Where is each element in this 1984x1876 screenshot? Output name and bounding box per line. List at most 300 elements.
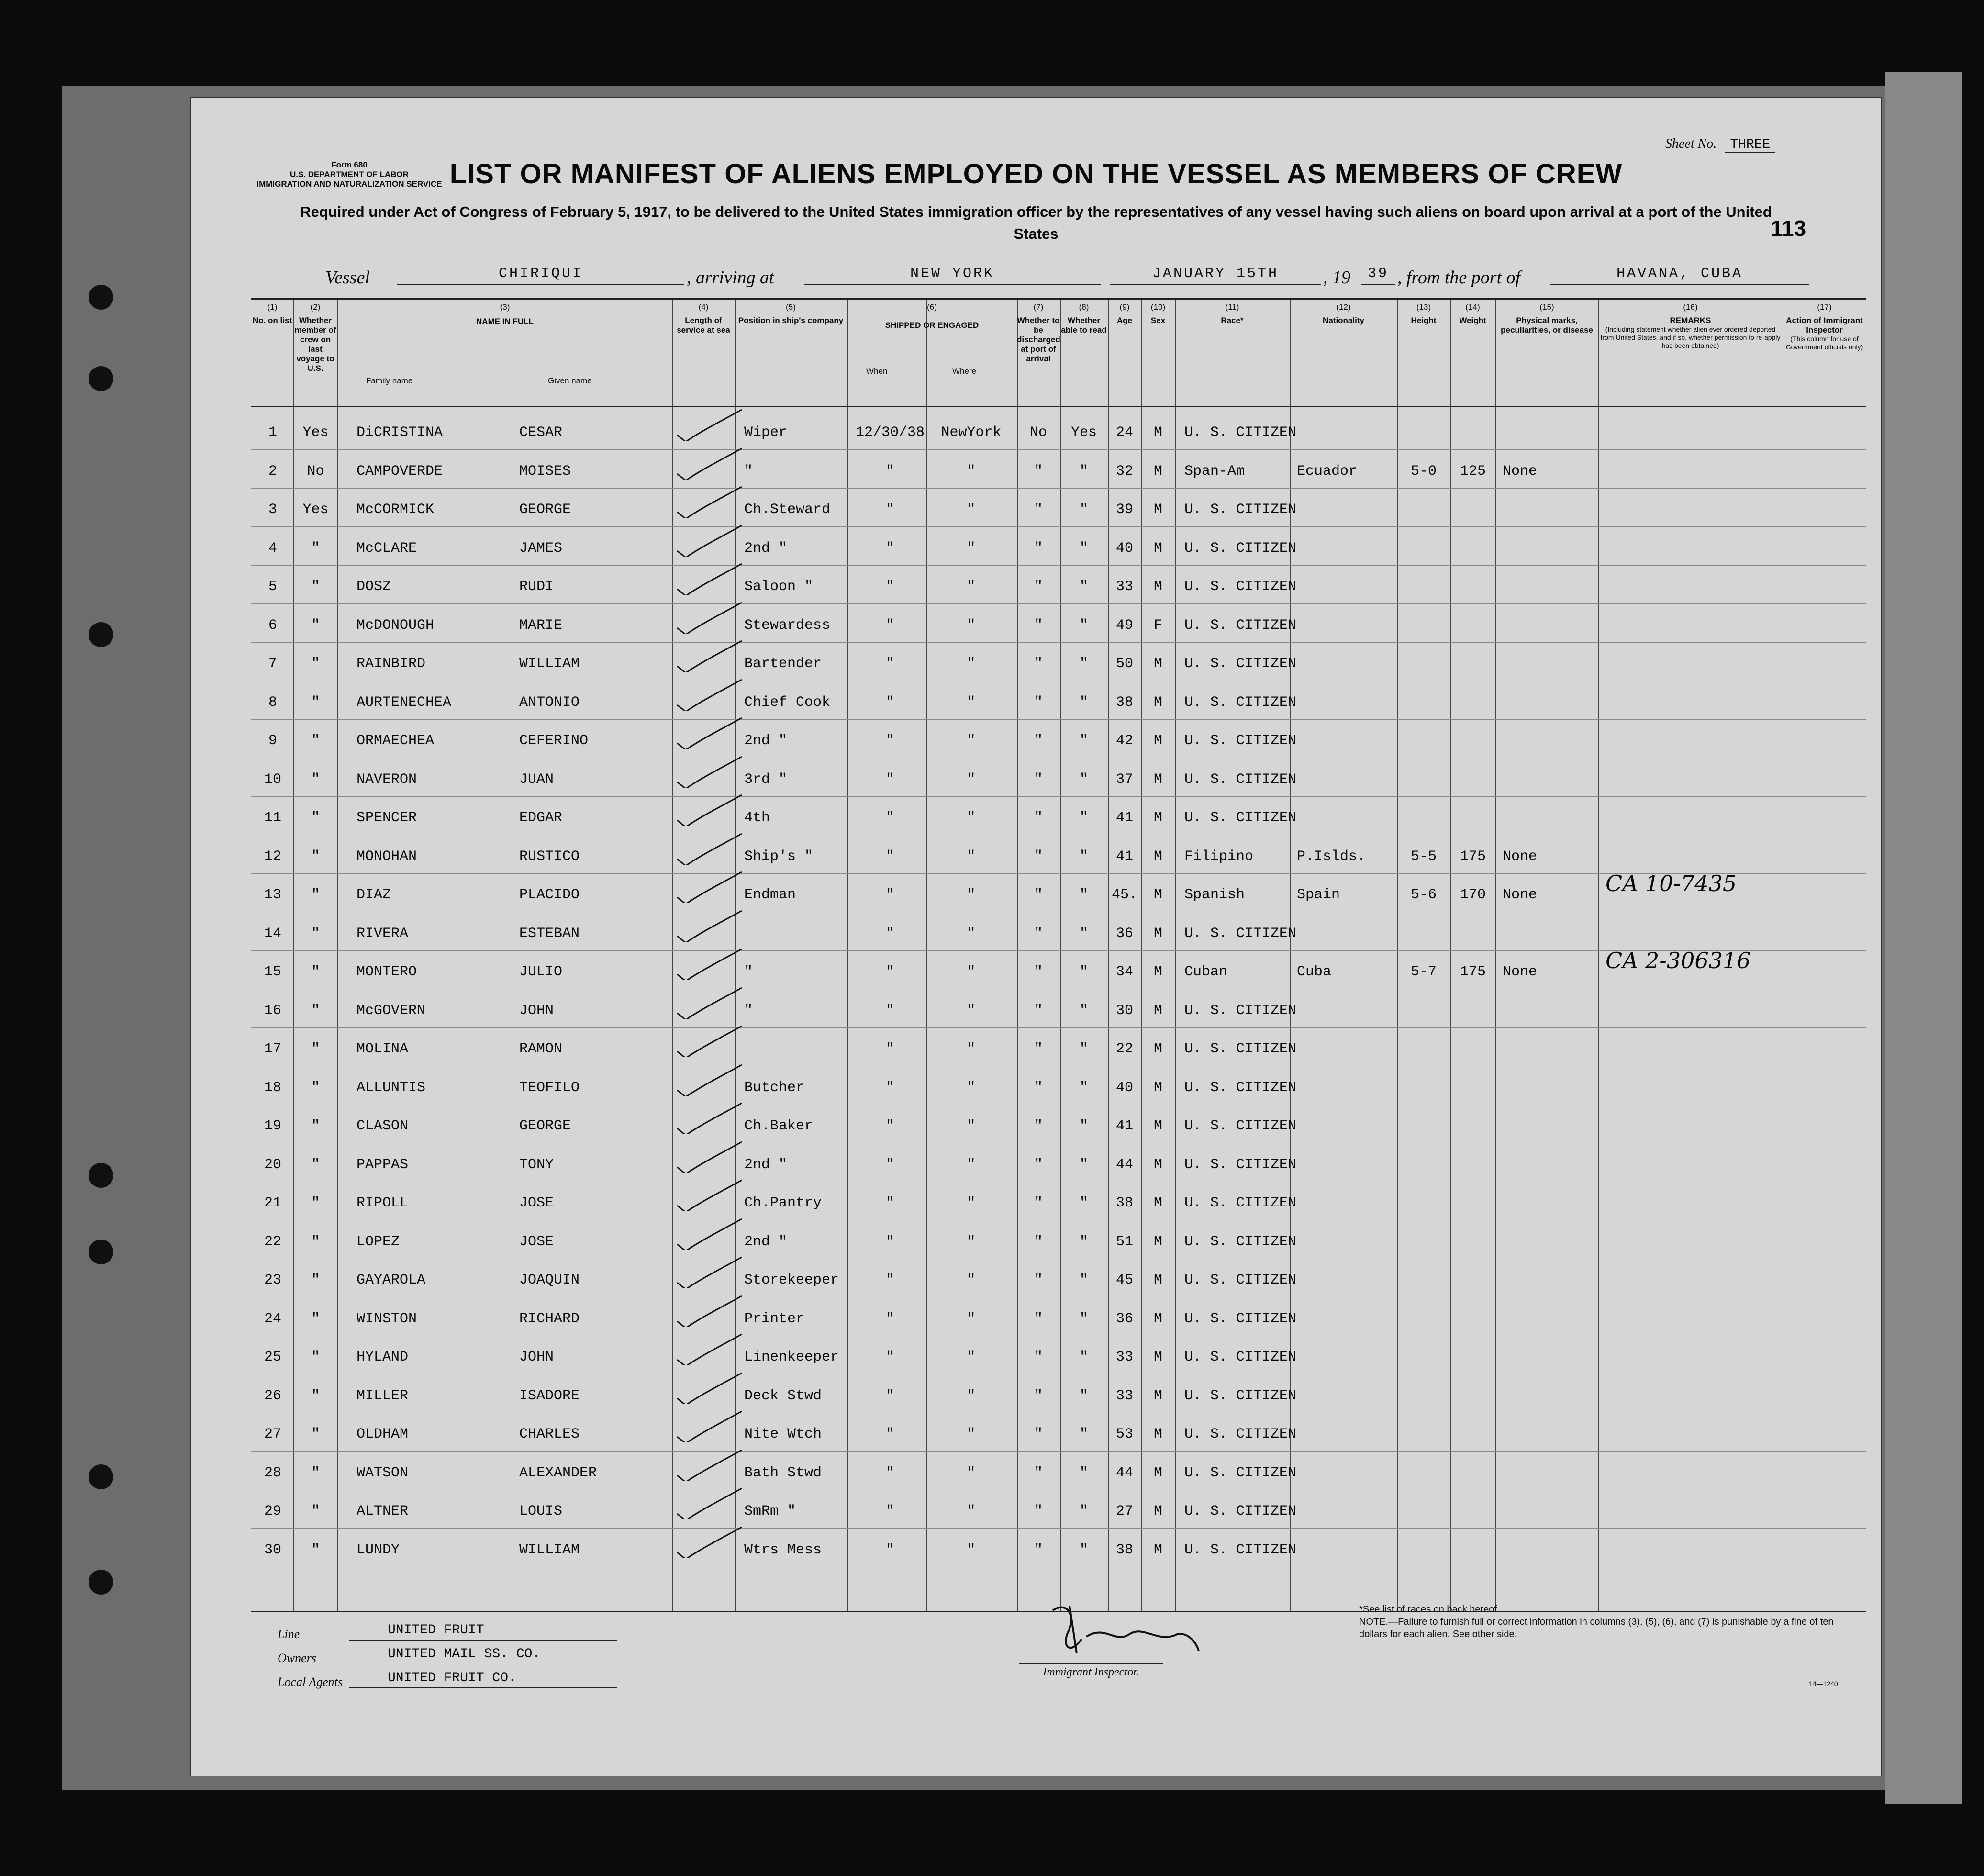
cell-where: " bbox=[967, 1079, 976, 1096]
cell-voyage: " bbox=[311, 617, 320, 634]
cell-voyage: " bbox=[311, 1118, 320, 1134]
owners-label: Owners bbox=[278, 1651, 316, 1665]
cell-family: CLASON bbox=[357, 1118, 409, 1134]
cell-no: 14 bbox=[264, 925, 281, 942]
header-length-of-service: (4) Length of service at sea bbox=[677, 302, 730, 335]
cell-sex: M bbox=[1153, 1156, 1162, 1173]
cell-position: Deck Stwd bbox=[744, 1387, 822, 1404]
cell-where: " bbox=[967, 1541, 976, 1558]
cell-discharged: " bbox=[1034, 964, 1043, 980]
cell-discharged: " bbox=[1034, 540, 1043, 557]
check-mark-icon bbox=[672, 1409, 744, 1442]
cell-discharged: " bbox=[1034, 1233, 1043, 1250]
cell-age: 45. bbox=[1111, 887, 1137, 903]
header-when: When bbox=[866, 367, 888, 376]
row-rule bbox=[251, 796, 1866, 797]
table-row bbox=[251, 1183, 1866, 1221]
table-row bbox=[251, 412, 1866, 450]
cell-when: " bbox=[885, 848, 894, 865]
handwritten-remark: CA 10-7435 bbox=[1605, 871, 1737, 896]
check-mark-icon bbox=[672, 600, 744, 634]
cell-voyage: No bbox=[307, 463, 324, 480]
table-row bbox=[251, 1298, 1866, 1337]
cell-age: 45 bbox=[1115, 1272, 1133, 1288]
cell-when: " bbox=[885, 1464, 894, 1481]
cell-where: " bbox=[967, 925, 976, 942]
check-mark-icon bbox=[672, 754, 744, 788]
cell-read: " bbox=[1079, 1464, 1088, 1481]
cell-family: RIVERA bbox=[357, 925, 409, 942]
cell-weight: 175 bbox=[1460, 964, 1486, 980]
cell-age: 38 bbox=[1115, 1541, 1133, 1558]
owners-value: UNITED MAIL SS. CO. bbox=[349, 1646, 617, 1664]
cell-sex: M bbox=[1153, 810, 1162, 826]
header-physical-marks: (15) Physical marks, peculiarities, or disease bbox=[1501, 302, 1593, 335]
table-row bbox=[251, 1491, 1866, 1529]
cell-family: LUNDY bbox=[357, 1541, 400, 1558]
cell-where: " bbox=[967, 1464, 976, 1481]
cell-voyage: " bbox=[311, 656, 320, 672]
check-mark-icon bbox=[672, 985, 744, 1019]
sheet-number-label: Sheet No. bbox=[1665, 136, 1717, 151]
cell-sex: M bbox=[1153, 1310, 1162, 1327]
cell-position: 2nd " bbox=[744, 733, 788, 749]
table-row bbox=[251, 836, 1866, 874]
cell-race: U. S. CITIZEN bbox=[1184, 424, 1297, 441]
cell-read: " bbox=[1079, 1387, 1088, 1404]
binder-hole bbox=[89, 1570, 113, 1595]
cell-discharged: " bbox=[1034, 463, 1043, 480]
cell-race: U. S. CITIZEN bbox=[1184, 1233, 1297, 1250]
cell-read: " bbox=[1079, 925, 1088, 942]
cell-given: CESAR bbox=[519, 424, 563, 441]
line-value: UNITED FRUIT bbox=[349, 1622, 617, 1641]
cell-family: ALTNER bbox=[357, 1503, 409, 1519]
cell-family: PAPPAS bbox=[357, 1156, 409, 1173]
cell-voyage: " bbox=[311, 1156, 320, 1173]
check-mark-icon bbox=[672, 1448, 744, 1481]
cell-voyage: " bbox=[311, 1387, 320, 1404]
binder-hole bbox=[89, 622, 113, 647]
table-row bbox=[251, 528, 1866, 566]
cell-read: " bbox=[1079, 810, 1088, 826]
cell-sex: M bbox=[1153, 1387, 1162, 1404]
department-name: U.S. DEPARTMENT OF LABOR bbox=[290, 170, 409, 179]
cell-given: GEORGE bbox=[519, 1118, 571, 1134]
cell-where: " bbox=[967, 1349, 976, 1365]
cell-where: " bbox=[967, 1503, 976, 1519]
header-member-last-voyage: (2) Whether member of crew on last voyage to U.S. bbox=[294, 302, 336, 373]
inspector-label: Immigrant Inspector. bbox=[1019, 1663, 1163, 1679]
cell-age: 49 bbox=[1115, 617, 1133, 634]
cell-sex: M bbox=[1153, 1041, 1162, 1057]
cell-no: 30 bbox=[264, 1541, 281, 1558]
cell-where: " bbox=[967, 1195, 976, 1211]
cell-voyage: " bbox=[311, 540, 320, 557]
cell-weight: 175 bbox=[1460, 848, 1486, 865]
header-no-on-list: (1) No. on list bbox=[252, 302, 292, 325]
table-row bbox=[251, 1144, 1866, 1183]
check-mark-icon bbox=[672, 793, 744, 826]
cell-sex: M bbox=[1153, 540, 1162, 557]
cell-where: " bbox=[967, 1118, 976, 1134]
check-mark-icon bbox=[672, 638, 744, 672]
cell-given: PLACIDO bbox=[519, 887, 580, 903]
row-rule bbox=[251, 526, 1866, 527]
cell-given: TEOFILO bbox=[519, 1079, 580, 1096]
vessel-name: CHIRIQUI bbox=[397, 263, 684, 285]
cell-given: ALEXANDER bbox=[519, 1464, 597, 1481]
cell-given: RUDI bbox=[519, 579, 554, 595]
cell-voyage: " bbox=[311, 925, 320, 942]
cell-when: " bbox=[885, 540, 894, 557]
service-name: IMMIGRATION AND NATURALIZATION SERVICE bbox=[256, 179, 442, 189]
cell-when: " bbox=[885, 1541, 894, 1558]
header-remarks: (16) REMARKS (Including statement whether alien ever ordered deported from United States, and if so, whether permission to re-apply has been obtained) bbox=[1600, 302, 1781, 349]
cell-read: " bbox=[1079, 964, 1088, 980]
cell-no: 5 bbox=[268, 579, 277, 595]
binder-hole bbox=[89, 1240, 113, 1264]
cell-no: 10 bbox=[264, 771, 281, 788]
check-mark-icon bbox=[672, 1178, 744, 1211]
races-note: *See list of races on back hereof. bbox=[1359, 1604, 1500, 1615]
check-mark-icon bbox=[672, 484, 744, 518]
cell-no: 1 bbox=[268, 424, 277, 441]
binder-hole bbox=[89, 1464, 113, 1489]
table-row bbox=[251, 682, 1866, 720]
cell-age: 30 bbox=[1115, 1002, 1133, 1019]
cell-position: 4th bbox=[744, 810, 770, 826]
form-number: Form 680 bbox=[331, 160, 368, 169]
cell-when: " bbox=[885, 463, 894, 480]
cell-given: LOUIS bbox=[519, 1503, 563, 1519]
cell-age: 36 bbox=[1115, 1310, 1133, 1327]
cell-when: " bbox=[885, 925, 894, 942]
cell-where: NewYork bbox=[941, 424, 1002, 441]
cell-read: " bbox=[1079, 540, 1088, 557]
cell-voyage: " bbox=[311, 1233, 320, 1250]
cell-read: " bbox=[1079, 1195, 1088, 1211]
cell-when: " bbox=[885, 771, 894, 788]
cell-race: U. S. CITIZEN bbox=[1184, 771, 1297, 788]
cell-read: " bbox=[1079, 771, 1088, 788]
cell-weight: 125 bbox=[1460, 463, 1486, 480]
cell-when: " bbox=[885, 656, 894, 672]
check-mark-icon bbox=[672, 947, 744, 980]
cell-voyage: " bbox=[311, 1426, 320, 1442]
cell-height: 5-6 bbox=[1410, 887, 1437, 903]
cell-race: Cuban bbox=[1184, 964, 1228, 980]
cell-sex: M bbox=[1153, 463, 1162, 480]
agents-label: Local Agents bbox=[278, 1675, 343, 1689]
cell-discharged: " bbox=[1034, 1079, 1043, 1096]
table-row bbox=[251, 1221, 1866, 1260]
arrival-year: 39 bbox=[1361, 263, 1395, 285]
cell-when: " bbox=[885, 1041, 894, 1057]
cell-race: U. S. CITIZEN bbox=[1184, 925, 1297, 942]
table-row bbox=[251, 990, 1866, 1028]
header-where: Where bbox=[952, 367, 977, 376]
printing-code: 14—1240 bbox=[1809, 1680, 1838, 1687]
cell-race: U. S. CITIZEN bbox=[1184, 694, 1297, 711]
cell-discharged: " bbox=[1034, 1541, 1043, 1558]
header-inspector-action: (17) Action of Immigrant Inspector (This column for use of Government officials only) bbox=[1785, 302, 1863, 351]
cell-family: McGOVERN bbox=[357, 1002, 426, 1019]
check-mark-icon bbox=[672, 1024, 744, 1057]
cell-read: " bbox=[1079, 1079, 1088, 1096]
cell-given: WILLIAM bbox=[519, 1541, 580, 1558]
cell-no: 6 bbox=[268, 617, 277, 634]
cell-read: " bbox=[1079, 887, 1088, 903]
cell-given: WILLIAM bbox=[519, 656, 580, 672]
cell-race: U. S. CITIZEN bbox=[1184, 810, 1297, 826]
cell-given: JOHN bbox=[519, 1002, 554, 1019]
check-mark-icon bbox=[672, 1332, 744, 1365]
cell-discharged: " bbox=[1034, 1503, 1043, 1519]
cell-discharged: " bbox=[1034, 1156, 1043, 1173]
cell-read: " bbox=[1079, 1349, 1088, 1365]
cell-read: " bbox=[1079, 579, 1088, 595]
cell-position: Wiper bbox=[744, 424, 788, 441]
cell-race: U. S. CITIZEN bbox=[1184, 1002, 1297, 1019]
table-row bbox=[251, 1414, 1866, 1452]
cell-given: JOSE bbox=[519, 1195, 554, 1211]
cell-family: DIAZ bbox=[357, 887, 391, 903]
cell-voyage: " bbox=[311, 1349, 320, 1365]
cell-age: 24 bbox=[1115, 424, 1133, 441]
binder-hole bbox=[89, 1163, 113, 1188]
cell-voyage: " bbox=[311, 579, 320, 595]
cell-age: 53 bbox=[1115, 1426, 1133, 1442]
table-row bbox=[251, 451, 1866, 489]
table-row bbox=[251, 759, 1866, 797]
cell-when: " bbox=[885, 810, 894, 826]
cell-voyage: " bbox=[311, 810, 320, 826]
cell-when: " bbox=[885, 617, 894, 634]
cell-position: 2nd " bbox=[744, 540, 788, 557]
cell-given: CEFERINO bbox=[519, 733, 589, 749]
cell-race: U. S. CITIZEN bbox=[1184, 1041, 1297, 1057]
cell-where: " bbox=[967, 887, 976, 903]
cell-read: " bbox=[1079, 1503, 1088, 1519]
cell-race: U. S. CITIZEN bbox=[1184, 1387, 1297, 1404]
from-port-label: , from the port of bbox=[1397, 268, 1521, 288]
check-mark-icon bbox=[672, 1525, 744, 1558]
cell-position: 3rd " bbox=[744, 771, 788, 788]
check-mark-icon bbox=[672, 870, 744, 903]
cell-family: NAVERON bbox=[357, 771, 417, 788]
cell-no: 28 bbox=[264, 1464, 281, 1481]
cell-race: U. S. CITIZEN bbox=[1184, 1195, 1297, 1211]
cell-race: Filipino bbox=[1184, 848, 1254, 865]
table-row bbox=[251, 1530, 1866, 1568]
cell-race: U. S. CITIZEN bbox=[1184, 617, 1297, 634]
cell-family: WATSON bbox=[357, 1464, 409, 1481]
header-age: (9) Age bbox=[1116, 302, 1133, 325]
cell-where: " bbox=[967, 1002, 976, 1019]
cell-discharged: " bbox=[1034, 656, 1043, 672]
row-rule bbox=[251, 488, 1866, 489]
cell-when: " bbox=[885, 1156, 894, 1173]
cell-when: " bbox=[885, 1387, 894, 1404]
cell-race: U. S. CITIZEN bbox=[1184, 1349, 1297, 1365]
cell-when: " bbox=[885, 1002, 894, 1019]
cell-discharged: " bbox=[1034, 810, 1043, 826]
cell-sex: M bbox=[1153, 694, 1162, 711]
cell-no: 24 bbox=[264, 1310, 281, 1327]
cell-family: MILLER bbox=[357, 1387, 409, 1404]
cell-race: U. S. CITIZEN bbox=[1184, 1310, 1297, 1327]
cell-voyage: " bbox=[311, 733, 320, 749]
cell-read: " bbox=[1079, 694, 1088, 711]
cell-voyage: " bbox=[311, 1195, 320, 1211]
check-mark-icon bbox=[672, 831, 744, 865]
cell-sex: M bbox=[1153, 771, 1162, 788]
cell-sex: M bbox=[1153, 733, 1162, 749]
cell-read: " bbox=[1079, 617, 1088, 634]
sheet-number-value: THREE bbox=[1725, 137, 1775, 153]
penalty-note: NOTE.—Failure to furnish full or correct information in columns (3), (5), (6), and (7) is punishable by a fine of ten dollars for each alien. See other side. bbox=[1359, 1617, 1834, 1640]
cell-no: 20 bbox=[264, 1156, 281, 1173]
header-race: (11) Race* bbox=[1221, 302, 1244, 325]
cell-family: MOLINA bbox=[357, 1041, 409, 1057]
cell-when: " bbox=[885, 964, 894, 980]
cell-where: " bbox=[967, 1426, 976, 1442]
check-mark-icon bbox=[672, 407, 744, 441]
cell-where: " bbox=[967, 540, 976, 557]
cell-nationality: Spain bbox=[1297, 887, 1340, 903]
cell-no: 25 bbox=[264, 1349, 281, 1365]
cell-given: JOAQUIN bbox=[519, 1272, 580, 1288]
cell-when: " bbox=[885, 1503, 894, 1519]
cell-discharged: " bbox=[1034, 1464, 1043, 1481]
cell-voyage: " bbox=[311, 1541, 320, 1558]
cell-sex: M bbox=[1153, 1233, 1162, 1250]
cell-position: Ch.Baker bbox=[744, 1118, 814, 1134]
cell-when: " bbox=[885, 579, 894, 595]
cell-discharged: " bbox=[1034, 1387, 1043, 1404]
cell-race: U. S. CITIZEN bbox=[1184, 1503, 1297, 1519]
cell-no: 18 bbox=[264, 1079, 281, 1096]
check-mark-icon bbox=[672, 1217, 744, 1250]
header-given-name: Given name bbox=[548, 376, 592, 385]
cell-sex: M bbox=[1153, 1079, 1162, 1096]
header-rule bbox=[251, 406, 1866, 407]
cell-nationality: Ecuador bbox=[1297, 463, 1358, 480]
cell-voyage: " bbox=[311, 1002, 320, 1019]
cell-read: " bbox=[1079, 848, 1088, 865]
check-mark-icon bbox=[672, 523, 744, 557]
cell-given: EDGAR bbox=[519, 810, 563, 826]
header-family-name: Family name bbox=[366, 376, 413, 385]
table-row bbox=[251, 1028, 1866, 1067]
cell-position: Saloon " bbox=[744, 579, 814, 595]
cell-nationality: P.Islds. bbox=[1297, 848, 1366, 865]
table-row bbox=[251, 489, 1866, 527]
cell-age: 41 bbox=[1115, 1118, 1133, 1134]
cell-no: 4 bbox=[268, 540, 277, 557]
cell-age: 22 bbox=[1115, 1041, 1133, 1057]
cell-position: Stewardess bbox=[744, 617, 831, 634]
cell-discharged: " bbox=[1034, 1002, 1043, 1019]
cell-family: McCORMICK bbox=[357, 502, 435, 518]
cell-age: 38 bbox=[1115, 694, 1133, 711]
header-name-in-full: (3) NAME IN FULL Family name Given name bbox=[366, 302, 592, 385]
cell-when: " bbox=[885, 733, 894, 749]
cell-no: 16 bbox=[264, 1002, 281, 1019]
cell-voyage: " bbox=[311, 1079, 320, 1096]
cell-read: " bbox=[1079, 1272, 1088, 1288]
cell-where: " bbox=[967, 694, 976, 711]
cell-where: " bbox=[967, 1041, 976, 1057]
departure-port: HAVANA, CUBA bbox=[1550, 263, 1809, 285]
cell-given: CHARLES bbox=[519, 1426, 580, 1442]
cell-voyage: " bbox=[311, 848, 320, 865]
cell-sex: F bbox=[1153, 617, 1162, 634]
footer-note bbox=[1359, 1603, 1838, 1641]
cell-age: 40 bbox=[1115, 1079, 1133, 1096]
check-mark-icon bbox=[672, 715, 744, 749]
cell-read: " bbox=[1079, 1118, 1088, 1134]
cell-given: ISADORE bbox=[519, 1387, 580, 1404]
cell-sex: M bbox=[1153, 1195, 1162, 1211]
cell-where: " bbox=[967, 771, 976, 788]
cell-position: Endman bbox=[744, 887, 796, 903]
cell-no: 8 bbox=[268, 694, 277, 711]
cell-given: JULIO bbox=[519, 964, 563, 980]
cell-when: " bbox=[885, 502, 894, 518]
cell-sex: M bbox=[1153, 964, 1162, 980]
cell-race: U. S. CITIZEN bbox=[1184, 733, 1297, 749]
cell-family: GAYAROLA bbox=[357, 1272, 426, 1288]
cell-when: " bbox=[885, 1426, 894, 1442]
cell-race: Span-Am bbox=[1184, 463, 1245, 480]
arrival-port: NEW YORK bbox=[804, 263, 1101, 285]
check-mark-icon bbox=[672, 1101, 744, 1134]
cell-sex: M bbox=[1153, 925, 1162, 942]
cell-where: " bbox=[967, 1156, 976, 1173]
cell-position: Butcher bbox=[744, 1079, 805, 1096]
cell-no: 22 bbox=[264, 1233, 281, 1250]
cell-when: " bbox=[885, 694, 894, 711]
cell-where: " bbox=[967, 579, 976, 595]
cell-discharged: " bbox=[1034, 848, 1043, 865]
cell-where: " bbox=[967, 848, 976, 865]
cell-position: Wtrs Mess bbox=[744, 1541, 822, 1558]
cell-age: 44 bbox=[1115, 1464, 1133, 1481]
header-shipped-engaged: (6) SHIPPED OR ENGAGED When Where bbox=[866, 302, 979, 376]
cell-family: OLDHAM bbox=[357, 1426, 409, 1442]
cell-sex: M bbox=[1153, 656, 1162, 672]
cell-no: 29 bbox=[264, 1503, 281, 1519]
cell-discharged: " bbox=[1034, 1041, 1043, 1057]
cell-when: " bbox=[885, 1079, 894, 1096]
cell-family: DiCRISTINA bbox=[357, 424, 443, 441]
cell-voyage: " bbox=[311, 887, 320, 903]
cell-position: Bartender bbox=[744, 656, 822, 672]
cell-age: 50 bbox=[1115, 656, 1133, 672]
cell-read: " bbox=[1079, 1041, 1088, 1057]
cell-discharged: " bbox=[1034, 617, 1043, 634]
cell-given: GEORGE bbox=[519, 502, 571, 518]
cell-family: DOSZ bbox=[357, 579, 391, 595]
cell-age: 37 bbox=[1115, 771, 1133, 788]
inspector-signature bbox=[1034, 1596, 1206, 1668]
cell-when: " bbox=[885, 1272, 894, 1288]
cell-voyage: " bbox=[311, 1464, 320, 1481]
cell-where: " bbox=[967, 617, 976, 634]
cell-read: " bbox=[1079, 1426, 1088, 1442]
